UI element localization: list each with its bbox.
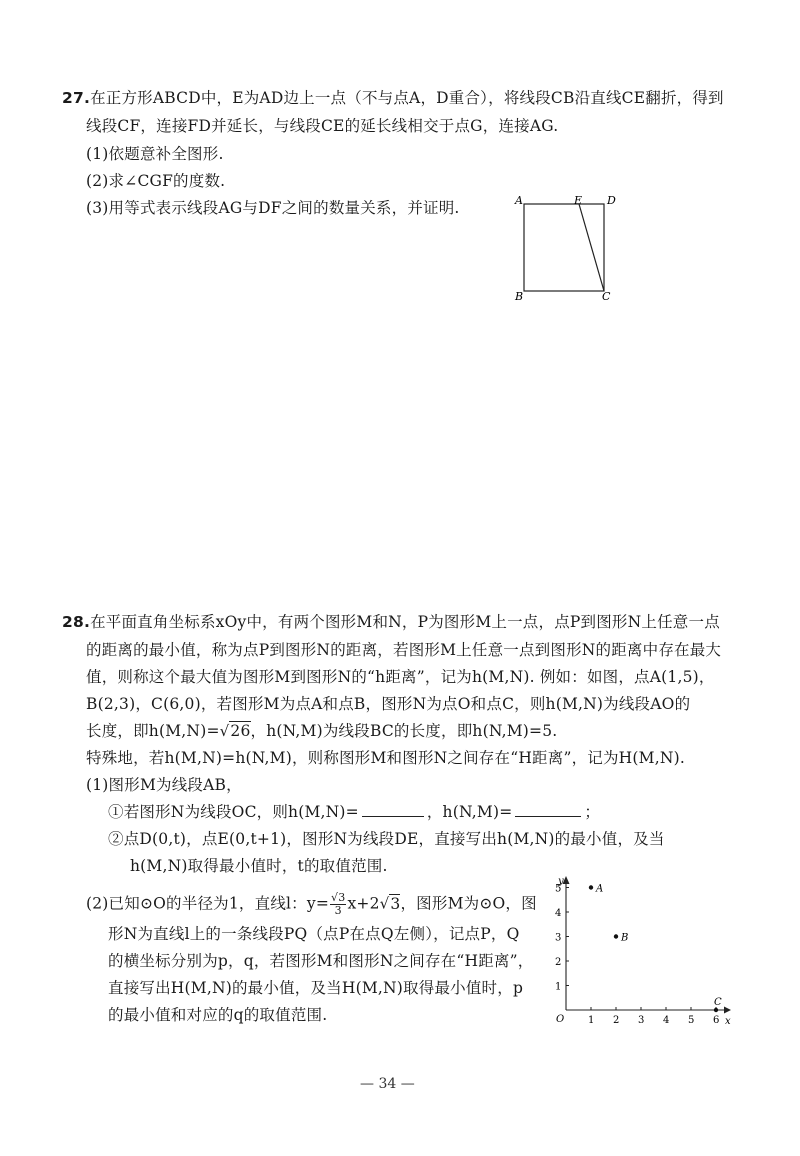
point-c: [714, 1008, 718, 1012]
answer-blank-1: [362, 802, 424, 817]
point-label-b: B: [621, 932, 629, 944]
answer-blank-2: [515, 802, 581, 817]
x-axis-arrow: [724, 1007, 731, 1014]
fraction-sqrt3-over-3: $\frac{√3}{3}$: [331, 891, 346, 917]
plot-marks: [555, 884, 722, 1027]
q28-line4: B(2,3)，C(6,0)，若图形M为点A和点B，图形N为点O和点C，则h(M,N)为线段AO的: [86, 695, 691, 713]
q27-part2: (2)求∠CGF的度数.: [86, 172, 226, 190]
x-tick-label-2: 2: [613, 1015, 620, 1026]
label-b: B: [515, 290, 524, 303]
q28-line5: 长度，即h(M,N)=√26，h(N,M)为线段BC的长度，即h(N,M)=5.: [86, 722, 558, 740]
y-tick-label-2: 2: [555, 957, 562, 968]
x-tick-label-1: 1: [588, 1015, 595, 1026]
x-axis-label: x: [725, 1016, 731, 1027]
q27-line2: 线段CF，连接FD并延长，与线段CE的延长线相交于点G，连接AG.: [86, 117, 559, 135]
q27-part3: (3)用等式表示线段AG与DF之间的数量关系，并证明.: [86, 199, 460, 217]
label-d: D: [607, 194, 616, 207]
q27-number: 27.: [62, 89, 91, 107]
label-a: A: [515, 194, 523, 207]
point-a: [589, 885, 593, 889]
q28-part1-b2: h(M,N)取得最小值时，t的取值范围.: [130, 857, 388, 875]
segment-ce: [579, 204, 604, 291]
origin-label: O: [556, 1014, 565, 1025]
q28-part2-line3: 的横坐标分别为p，q，若图形M和图形N之间存在“H距离”，: [108, 952, 534, 970]
point-label-a: A: [596, 883, 604, 895]
q28-part1-a: ①若图形N为线段OC，则h(M,N)= ，h(N,M)= ；: [108, 803, 601, 821]
q28-number: 28.: [62, 613, 91, 631]
x-tick-label-4: 4: [663, 1015, 670, 1026]
y-tick-label-5: 5: [555, 883, 562, 895]
plot-axes: [556, 876, 731, 1027]
y-tick-label-4: 4: [555, 908, 562, 919]
point-label-c: C: [714, 997, 722, 1008]
q28-part1-title: (1)图形M为线段AB，: [86, 776, 242, 794]
q27-line1: 27.在正方形ABCD中，E为AD边上一点（不与点A，D重合），将线段CB沿直线CE翻折，得到: [62, 89, 724, 107]
q28-part2-line2: 形N为直线l上的一条线段PQ（点P在点Q左侧），记点P，Q: [108, 925, 520, 943]
label-c: C: [602, 290, 611, 303]
q27-part1: (1)依题意补全图形.: [86, 145, 224, 163]
point-b: [614, 934, 618, 938]
q28-part2-line5: 的最小值和对应的q的取值范围.: [108, 1006, 328, 1024]
page-number: — 34 —: [360, 1076, 415, 1092]
sqrt-26: 26: [230, 722, 251, 740]
coordinate-plot: [548, 870, 738, 1030]
y-tick-label-1: 1: [555, 981, 562, 993]
x-tick-label-6: 6: [713, 1015, 720, 1026]
q28-part2-line4: 直接写出H(M,N)的最小值，及当H(M,N)取得最小值时，p: [108, 979, 524, 997]
y-tick-label-3: 3: [555, 932, 562, 944]
label-e: E: [574, 194, 583, 207]
q28-line2: 的距离的最小值，称为点P到图形N的距离，若图形M上任意一点到图形N的距离中存在最大: [86, 641, 722, 659]
x-tick-label-5: 5: [688, 1015, 695, 1026]
q28-line1: 28.在平面直角坐标系xOy中，有两个图形M和N，P为图形M上一点，点P到图形N上任意一点: [62, 613, 720, 631]
q28-line3: 值，则称这个最大值为图形M到图形N的“h距离”，记为h(M,N). 例如：如图，点A(1,5)，: [86, 668, 715, 686]
q28-line6: 特殊地，若h(M,N)=h(N,M)，则称图形M和图形N之间存在“H距离”，记为H(M,N).: [86, 749, 685, 767]
q28-part1-b1: ②点D(0,t)，点E(0,t+1)，图形N为线段DE，直接写出h(M,N)的最小值，及当: [108, 830, 665, 848]
q27-square-figure: [512, 192, 622, 304]
x-tick-label-3: 3: [638, 1015, 645, 1026]
q28-part2-line1: (2)已知⊙O的半径为1，直线l：y= $\frac{√3}{3}$ x+2√3，图形M为⊙O，图: [86, 891, 537, 917]
y-axis-label: y: [558, 876, 564, 887]
